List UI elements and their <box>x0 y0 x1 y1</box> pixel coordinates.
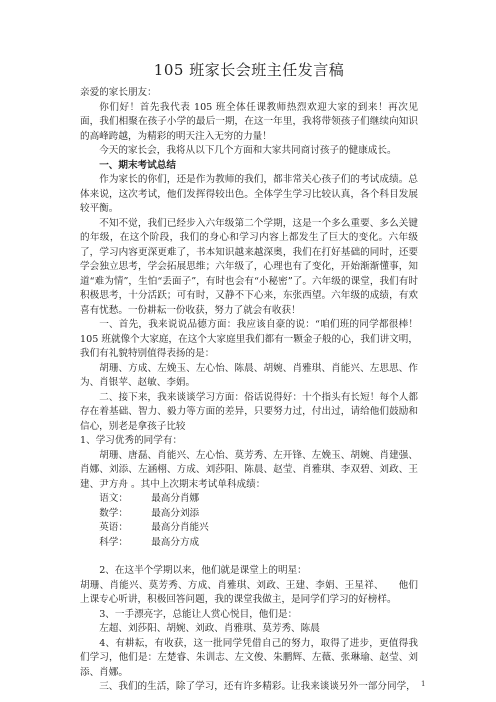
score-subject: 数学： <box>99 507 128 519</box>
score-row <box>80 521 418 536</box>
score-row <box>80 507 418 522</box>
score-value: 最高分肖能兴 <box>151 522 209 533</box>
score-value: 最高分方成 <box>151 536 200 548</box>
intro-paragraph: 你们好！首先我代表 105 班全体任课教师热烈欢迎大家的到来！再次见面，我们相聚在孩子小学的最后一期，在这一年里，我将带领孩子们继续向知识的高峰跨越，为精彩的明天注入无穷的力量！ <box>80 101 418 142</box>
grade6-paragraph: 不知不觉，我们已经步入六年级第二个学期，这是一个多么重要、多么关键的年级，在这个阶段，我们的身心和学习内容上都发生了巨大的变化。六年级了，学习内容更深更难了，书本知识越来越深奥，我们在打好基础的同时，还要学会独立思考，学会拓展思维；六年级了，心理也有了变化，开始渐渐懂事，知道“难为情”，生怕“丢面子”，有时也会有“小秘密”了。六年级的课堂，我们有时积极思考，十分活跃；可有时，又静不下心来，东张西望。六年级的成绩，有欢喜有忧愁。一份耕耘一份收获，努力了就会有收获！ <box>80 217 418 316</box>
score-subject: 英语： <box>99 522 128 533</box>
list-item-names: 胡珊、唐磊、肖能兴、左心怡、莫芳秀、左开锋、左娩玉、胡婉、肖建强、肖娜、刘添、左涵栩、方成、刘莎阳、陈晨、赵莹、肖雅琪、李双碧、刘政、王建、尹方舟 。其中上次期末考试单科成绩： <box>80 449 418 490</box>
score-subject: 科学： <box>99 536 128 548</box>
intro-paragraph-2: 今天的家长会，我将从以下几个方面和大家共同商讨孩子的健康成长。 <box>99 145 397 156</box>
moral-names: 胡珊、方成、左娩玉、左心怡、陈晨、胡婉、肖雅琪、肖能兴、左思思、作为、肖银苹、赵敏、李娟。 <box>80 362 418 388</box>
document-page <box>80 60 418 695</box>
score-row <box>80 536 418 551</box>
life-paragraph: 三、我们的生活，除了学习，还有许多精彩。让我来谈谈另外一部分同学， <box>99 681 416 692</box>
score-value: 最高分刘添 <box>151 507 200 519</box>
list-item-heading: 4、有耕耘，有收获，这一批同学凭借自己的努力，取得了进步，更值得我们学习，他们是：左楚睿、朱训志、左文俊、朱鹏辉、左薇、张琳瑜、赵莹、刘添、肖娜。 <box>80 637 418 678</box>
list-item-names: 胡珊、肖能兴、莫芳秀、方成、肖雅琪、刘政、王建、李娟、王星祥、 他们上课专心听讲，积极回答问题，我的课堂我做主，是同学们学习的好榜样。 <box>80 579 418 605</box>
score-row <box>80 492 418 507</box>
page-number: 1 <box>421 680 426 688</box>
page-title: 105 班家长会班主任发言稿 <box>153 61 345 79</box>
list-item-heading: 3、一手漂亮字，总能让人赏心悦目，他们是： <box>99 608 298 620</box>
section-heading: 一、期末考试总结 <box>99 159 176 171</box>
score-value: 最高分肖娜 <box>151 493 200 504</box>
exam-paragraph: 作为家长的你们，还是作为教师的我们，都非常关心孩子们的考试成绩。总体来说，这次考试，他们发挥得较出色。全体学生学习比较认真，各个科目发展较平衡。 <box>80 174 418 214</box>
list-item-heading: 1、学习优秀的同学有： <box>80 435 183 446</box>
list-item-heading: 2、在这半个学期以来，他们就是课堂上的明星： <box>99 565 307 576</box>
score-subject: 语文： <box>99 493 128 504</box>
study-paragraph: 二、接下来，我来谈谈学习方面：俗话说得好：十个指头有长短！每个人都存在着基础、智力、毅力等方面的差异，只要努力过，付出过，请给他们鼓励和信心，别老是拿孩子比较 <box>80 391 418 432</box>
list-item-names: 左超、刘莎阳、胡婉、刘政、肖雅琪、莫芳秀、陈晨 <box>99 623 320 634</box>
moral-paragraph: 一、首先，我来说说品德方面：我应该自豪的说：“咱们班的同学都很棒！105 班就像个大家庭，在这个大家庭里我们都有一颗金子般的心，我们讲文明，我们有礼貌特别值得表扬的是： <box>80 319 418 359</box>
spacer <box>80 550 418 564</box>
greeting: 亲爱的家长朋友： <box>80 87 157 98</box>
